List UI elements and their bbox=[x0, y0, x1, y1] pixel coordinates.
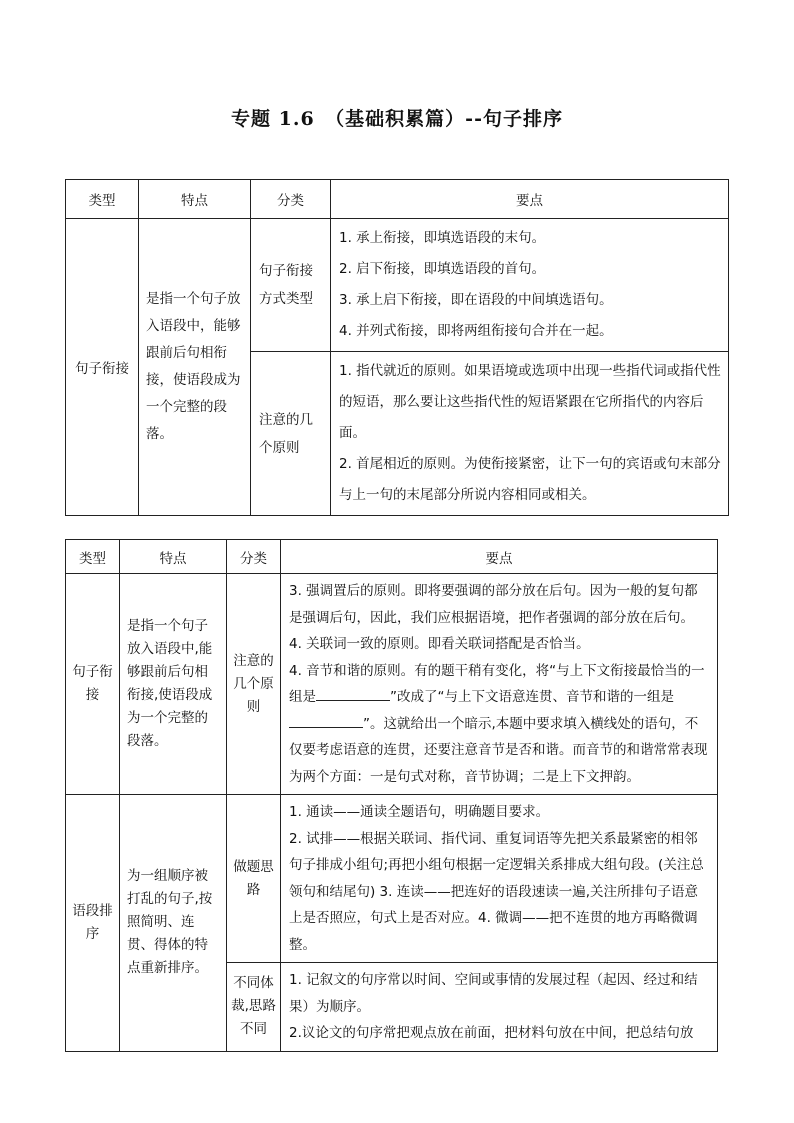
summary-table-1 bbox=[65, 179, 729, 516]
point-text: 4. 音节和谐的原则。有的题干稍有变化，将“与上下文衔接最恰当的一组是 bbox=[289, 662, 705, 705]
type-cell: 句子衔接 bbox=[66, 574, 120, 795]
points-cell bbox=[281, 795, 718, 963]
point-item: 2.议论文的句序常把观点放在前面，把材料句放在中间，把总结句放 bbox=[289, 1025, 694, 1041]
header-class: 分类 bbox=[251, 180, 331, 219]
point-item: 1. 记叙文的句序常以时间、空间或事情的发展过程（起因、经过和结果）为顺序。 bbox=[289, 972, 698, 1015]
point-text: ”。这就给出一个暗示,本题中要求填入横线处的语句，不仅要考虑语意的连贯，还要注意音节是否和谐。而音节的和谐常常表现为两个方面：一是句式对称，音节协调；二是上下文押韵。 bbox=[289, 715, 708, 785]
class-cell: 句子衔接方式类型 bbox=[251, 219, 331, 352]
point-text: ”改成了“与上下文语意连贯、音节和谐的一组是 bbox=[390, 689, 674, 705]
point-item: 4. 并列式衔接，即将两组衔接句合并在一起。 bbox=[339, 323, 613, 339]
point-item: 3. 承上启下衔接，即在语段的中间填选语句。 bbox=[339, 292, 613, 308]
point-item: 3. 强调置后的原则。即将要强调的部分放在后句。因为一般的复句都是强调后句，因此，我们应根据语境，把作者强调的部分放在后句。 bbox=[289, 583, 698, 626]
points-cell bbox=[281, 963, 718, 1052]
class-cell: 做题思路 bbox=[227, 795, 281, 963]
type-cell: 语段排序 bbox=[66, 795, 120, 1052]
feature-cell: 为一组顺序被打乱的句子,按照简明、连贯、得体的特点重新排序。 bbox=[120, 795, 227, 1052]
points-cell bbox=[281, 574, 718, 795]
point-item: 2. 启下衔接，即填选语段的首句。 bbox=[339, 261, 546, 277]
class-cell: 注意的几个原则 bbox=[227, 574, 281, 795]
header-feature: 特点 bbox=[120, 540, 227, 574]
point-item: 1. 指代就近的原则。如果语境或选项中出现一些指代词或指代性的短语，那么要让这些指代性的短语紧跟在它所指代的内容后面。 bbox=[339, 363, 721, 441]
type-cell: 句子衔接 bbox=[66, 219, 139, 516]
feature-cell: 是指一个句子放入语段中,能够跟前后句相衔接,使语段成为一个完整的段落。 bbox=[120, 574, 227, 795]
feature-cell: 是指一个句子放入语段中，能够跟前后句相衔接，使语段成为一个完整的段落。 bbox=[139, 219, 251, 516]
fill-blank bbox=[289, 715, 363, 728]
class-cell: 注意的几个原则 bbox=[251, 352, 331, 516]
point-item bbox=[289, 658, 711, 791]
points-cell bbox=[331, 352, 729, 516]
header-type: 类型 bbox=[66, 540, 120, 574]
class-cell: 不同体裁,思路不同 bbox=[227, 963, 281, 1052]
header-feature: 特点 bbox=[139, 180, 251, 219]
summary-table-2 bbox=[65, 539, 718, 1052]
page-title: 专题 1.6 （基础积累篇）--句子排序 bbox=[231, 108, 563, 130]
points-cell bbox=[331, 219, 729, 352]
header-points: 要点 bbox=[281, 540, 718, 574]
point-item: 4. 关联词一致的原则。即看关联词搭配是否恰当。 bbox=[289, 636, 590, 652]
header-class: 分类 bbox=[227, 540, 281, 574]
header-type: 类型 bbox=[66, 180, 139, 219]
header-points: 要点 bbox=[331, 180, 729, 219]
point-item: 1. 承上衔接，即填选语段的末句。 bbox=[339, 230, 546, 246]
fill-blank bbox=[316, 688, 390, 701]
point-item: 2. 首尾相近的原则。为使衔接紧密，让下一句的宾语或句末部分与上一句的末尾部分所说内容相同或相关。 bbox=[339, 456, 721, 503]
point-item: 2. 试排——根据关联词、指代词、重复词语等先把关系最紧密的相邻句子排成小组句;再把小组句根据一定逻辑关系排成大组句段。(关注总领句和结尾句) 3. 连读——把连好的语段速读一遍,关注所排句子语意上是否照应，句式上是否对应。4. 微调——把不连贯的地方再略微调整。 bbox=[289, 830, 704, 953]
point-item: 1. 通读——通读全题语句，明确题目要求。 bbox=[289, 804, 550, 820]
